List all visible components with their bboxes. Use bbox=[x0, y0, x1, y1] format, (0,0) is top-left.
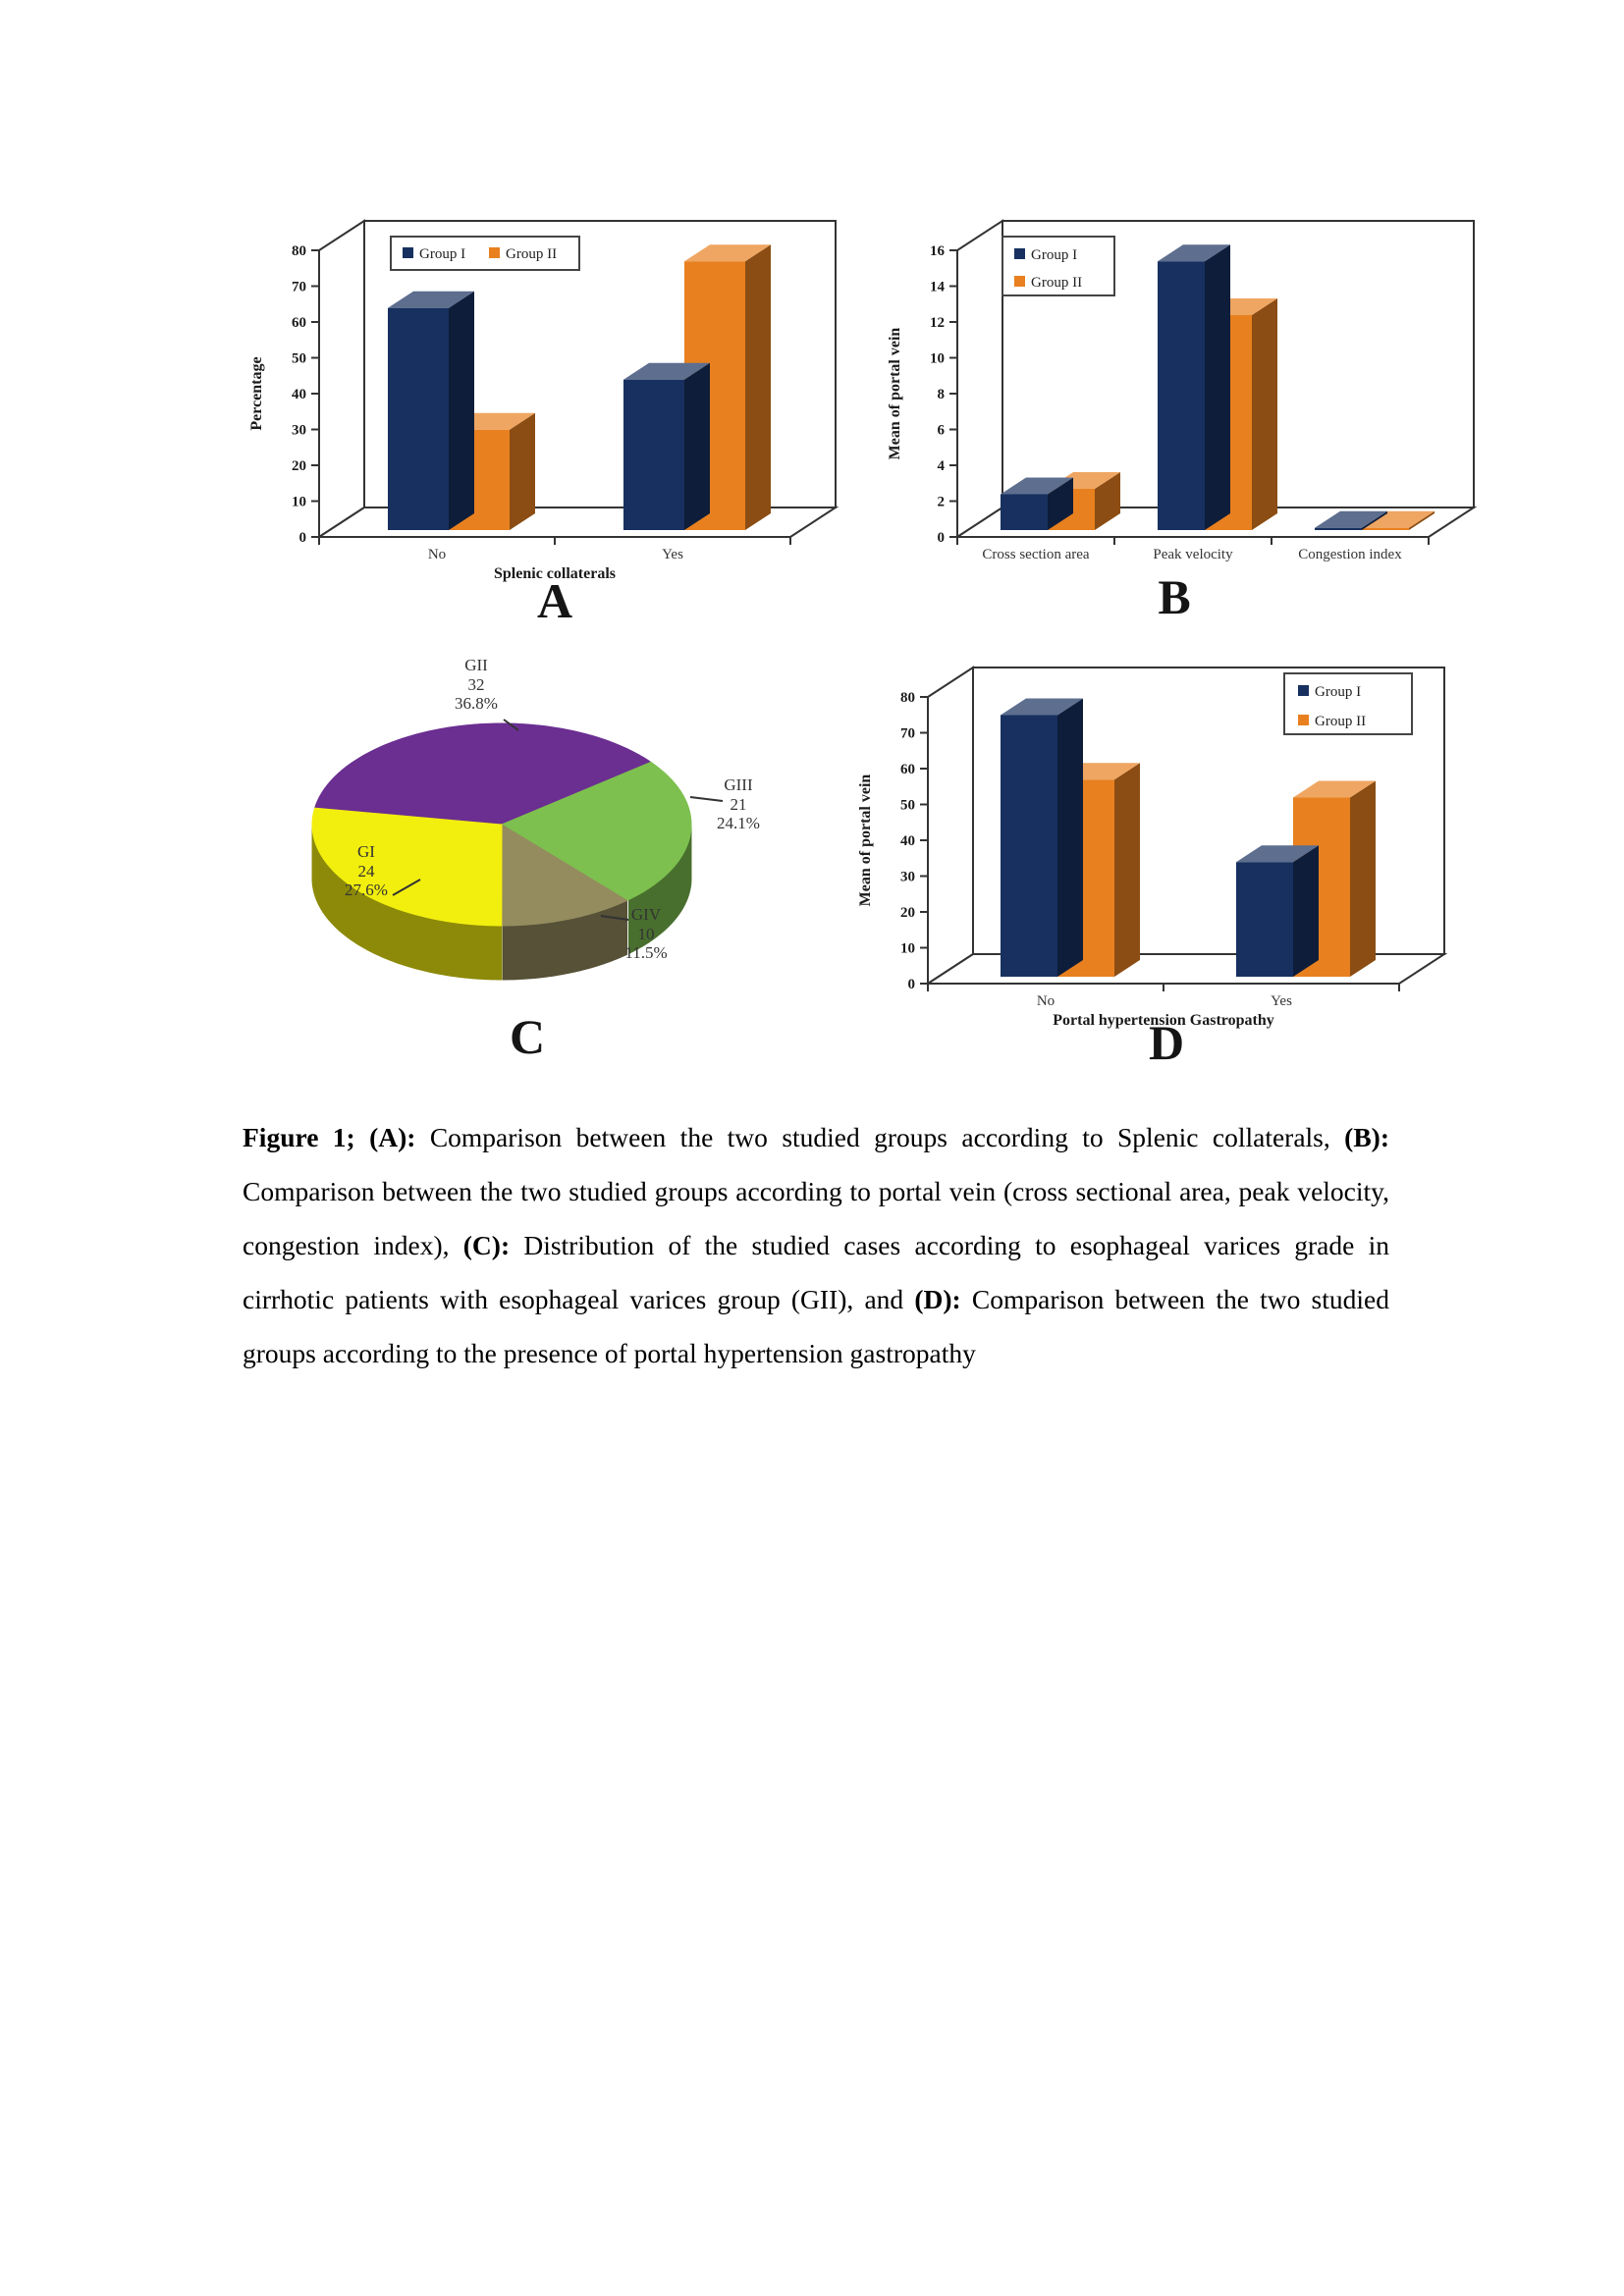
svg-text:2: 2 bbox=[937, 494, 945, 510]
chart-a-splenic-collaterals-bar bbox=[236, 182, 864, 618]
svg-text:60: 60 bbox=[900, 762, 915, 777]
svg-text:Yes: Yes bbox=[1271, 993, 1292, 1009]
figure-caption: Figure 1; (A): Comparison between the two studied groups according to Splenic collaterals, (B): Comparison between the two studied groups according to portal vein (cross sectional area, peak velocity, congestion index), (C): Distribution of the studied cases according to esophageal varices grade in cirrhotic patients with esophageal varices group (GII), and (D): Comparison between the two studied groups according to the presence of portal hypertension gastropathy bbox=[243, 1122, 1389, 1368]
svg-text:40: 40 bbox=[900, 833, 915, 849]
svg-text:10: 10 bbox=[930, 350, 945, 367]
panel-letter-c: C bbox=[509, 1009, 546, 1064]
svg-text:20: 20 bbox=[900, 905, 915, 921]
svg-text:Congestion index: Congestion index bbox=[1298, 547, 1402, 562]
svg-text:80: 80 bbox=[292, 243, 306, 259]
pie-label-giv bbox=[624, 905, 667, 963]
svg-text:70: 70 bbox=[292, 279, 306, 295]
svg-text:60: 60 bbox=[292, 315, 306, 331]
svg-text:80: 80 bbox=[900, 690, 915, 706]
pie-label-gii bbox=[455, 656, 498, 714]
pie-giv-count: 10 bbox=[637, 924, 655, 943]
svg-text:8: 8 bbox=[937, 387, 945, 402]
svg-text:50: 50 bbox=[900, 797, 915, 814]
svg-text:Percentage: Percentage bbox=[248, 356, 265, 431]
svg-text:0: 0 bbox=[907, 977, 915, 992]
pie-gii-grade: GII bbox=[464, 656, 488, 674]
svg-text:Portal hypertension Gastropath: Portal hypertension Gastropathy bbox=[1053, 1012, 1274, 1029]
panel-letter-a: A bbox=[536, 573, 573, 628]
svg-text:No: No bbox=[427, 547, 447, 562]
svg-text:Group I: Group I bbox=[419, 246, 466, 262]
pie-giii-grade: GIII bbox=[724, 775, 753, 794]
svg-text:Group I: Group I bbox=[1031, 247, 1078, 263]
pie-gii-count: 32 bbox=[467, 674, 485, 694]
svg-text:0: 0 bbox=[298, 530, 306, 546]
svg-text:Group I: Group I bbox=[1315, 684, 1362, 700]
svg-text:70: 70 bbox=[900, 725, 915, 742]
svg-text:10: 10 bbox=[292, 494, 306, 510]
svg-text:30: 30 bbox=[292, 422, 306, 439]
svg-text:Peak velocity: Peak velocity bbox=[1153, 547, 1233, 562]
svg-text:0: 0 bbox=[937, 530, 945, 546]
svg-text:16: 16 bbox=[930, 243, 945, 259]
pie-gi-grade: GI bbox=[357, 842, 375, 861]
svg-text:14: 14 bbox=[930, 279, 945, 295]
svg-text:Splenic collaterals: Splenic collaterals bbox=[494, 565, 616, 582]
svg-text:12: 12 bbox=[930, 315, 945, 331]
svg-text:Group II: Group II bbox=[506, 246, 558, 262]
chart-b-portal-vein-bar bbox=[874, 182, 1502, 618]
pie-giv-pct: 11.5% bbox=[624, 943, 668, 963]
pie-giii-count: 21 bbox=[730, 794, 747, 814]
svg-text:40: 40 bbox=[292, 387, 306, 402]
svg-text:Yes: Yes bbox=[662, 547, 683, 562]
pie-gi-count: 24 bbox=[357, 861, 375, 881]
svg-text:4: 4 bbox=[937, 458, 945, 474]
svg-text:Group II: Group II bbox=[1315, 714, 1367, 729]
pie-label-gi bbox=[345, 842, 388, 900]
panel-letter-b: B bbox=[1158, 569, 1191, 624]
svg-text:6: 6 bbox=[937, 422, 945, 439]
pie-giv-grade: GIV bbox=[630, 905, 662, 924]
panel-letter-d: D bbox=[1148, 1015, 1185, 1070]
pie-gi-pct: 27.6% bbox=[345, 881, 388, 900]
svg-text:30: 30 bbox=[900, 869, 915, 885]
svg-text:Group II: Group II bbox=[1031, 275, 1083, 291]
svg-text:20: 20 bbox=[292, 458, 306, 474]
pie-giii-pct: 24.1% bbox=[717, 814, 760, 833]
svg-text:10: 10 bbox=[900, 940, 915, 957]
svg-text:Mean of portal vein: Mean of portal vein bbox=[887, 327, 903, 460]
svg-text:No: No bbox=[1036, 993, 1056, 1009]
pie-gii-pct: 36.8% bbox=[455, 694, 498, 714]
chart-c-pie-panel bbox=[255, 638, 884, 1050]
svg-text:Mean of portal vein: Mean of portal vein bbox=[857, 774, 874, 907]
svg-text:50: 50 bbox=[292, 350, 306, 367]
svg-text:Cross section area: Cross section area bbox=[982, 547, 1090, 562]
pie-label-giii bbox=[717, 775, 760, 833]
